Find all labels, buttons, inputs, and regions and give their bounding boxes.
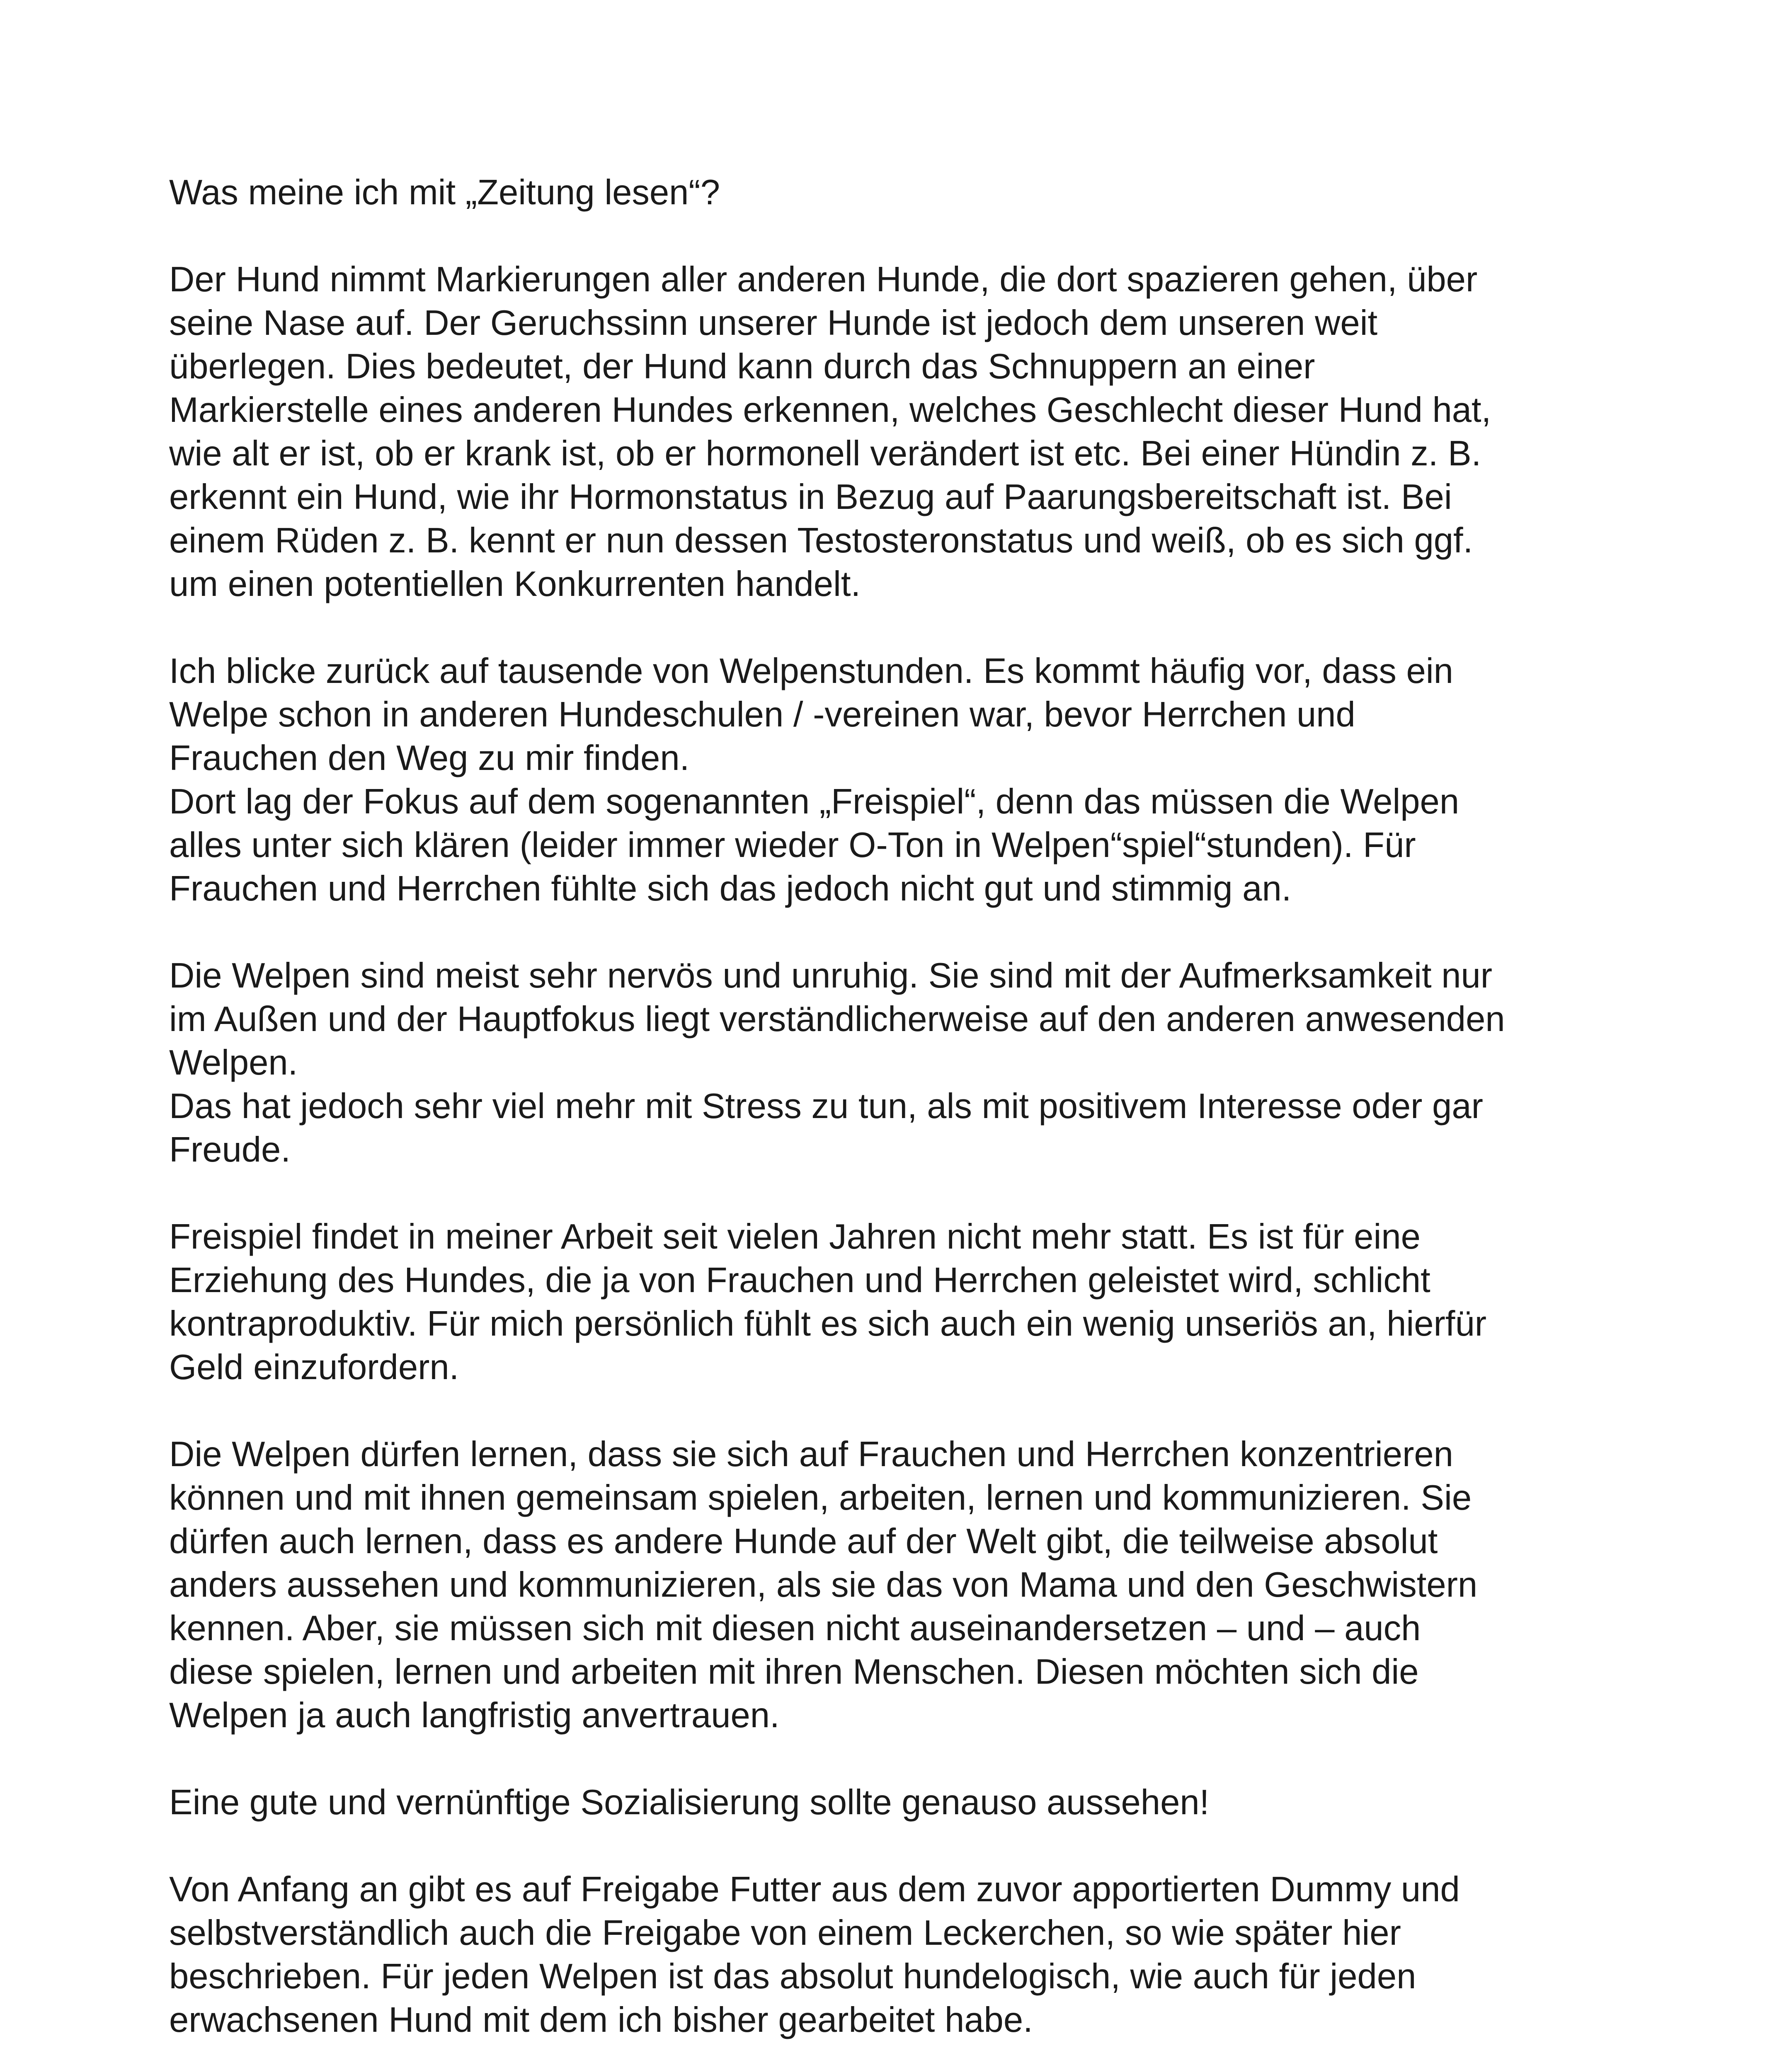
- text-line: anders aussehen und kommunizieren, als sie das von Mama und den Geschwistern: [169, 1565, 1478, 1605]
- paragraph-gap: [169, 1824, 1645, 1868]
- paragraph: [169, 649, 1645, 910]
- body-text: [169, 171, 1645, 2042]
- paragraph-gap: [169, 910, 1645, 954]
- paragraph-gap: [169, 1172, 1645, 1215]
- text-line: selbstverständlich auch die Freigabe von einem Leckerchen, so wie später hier: [169, 1913, 1401, 1953]
- text-line: diese spielen, lernen und arbeiten mit ihren Menschen. Diesen möchten sich die: [169, 1652, 1419, 1692]
- text-line: Erziehung des Hundes, die ja von Frauchen und Herrchen geleistet wird, schlicht: [169, 1261, 1430, 1300]
- text-line: überlegen. Dies bedeutet, der Hund kann durch das Schnuppern an einer: [169, 347, 1315, 386]
- text-line: Von Anfang an gibt es auf Freigabe Futter aus dem zuvor apportierten Dummy und: [169, 1870, 1460, 1909]
- text-line: im Außen und der Hauptfokus liegt verständlicherweise auf den anderen anwesenden: [169, 1000, 1505, 1039]
- paragraph-gap: [169, 606, 1645, 649]
- paragraph: [169, 1781, 1645, 1824]
- heading-question: [169, 171, 1645, 214]
- text-line: Welpen.: [169, 1043, 298, 1082]
- text-line: können und mit ihnen gemeinsam spielen, arbeiten, lernen und kommunizieren. Sie: [169, 1478, 1472, 1518]
- paragraph: [169, 954, 1645, 1172]
- text-line: beschrieben. Für jeden Welpen ist das absolut hundelogisch, wie auch für jeden: [169, 1957, 1416, 1996]
- text-line: Freispiel findet in meiner Arbeit seit vielen Jahren nicht mehr statt. Es ist für eine: [169, 1217, 1421, 1256]
- text-line: einem Rüden z. B. kennt er nun dessen Testosteronstatus und weiß, ob es sich ggf.: [169, 521, 1473, 560]
- text-line: Dort lag der Fokus auf dem sogenannten „Freispiel“, denn das müssen die Welpen: [169, 782, 1460, 821]
- text-line: Welpe schon in anderen Hundeschulen / -vereinen war, bevor Herrchen und: [169, 695, 1355, 734]
- text-line: Geld einzufordern.: [169, 1348, 459, 1387]
- paragraph-gap: [169, 1737, 1645, 1781]
- text-line: Die Welpen sind meist sehr nervös und unruhig. Sie sind mit der Aufmerksamkeit nur: [169, 956, 1493, 995]
- paragraph: [169, 1433, 1645, 1737]
- paragraph: [169, 258, 1645, 606]
- text-line: Die Welpen dürfen lernen, dass sie sich auf Frauchen und Herrchen konzentrieren: [169, 1435, 1453, 1474]
- text-line: wie alt er ist, ob er krank ist, ob er hormonell verändert ist etc. Bei einer Hündin z. B.: [169, 434, 1481, 473]
- text-line: alles unter sich klären (leider immer wieder O-Ton in Welpen“spiel“stunden). Für: [169, 825, 1416, 865]
- paragraph: [169, 1868, 1645, 2042]
- text-line: erwachsenen Hund mit dem ich bisher gearbeitet habe.: [169, 2000, 1033, 2040]
- text-line: Frauchen und Herrchen fühlte sich das jedoch nicht gut und stimmig an.: [169, 869, 1292, 908]
- text-line: Freude.: [169, 1130, 291, 1169]
- text-line: Ich blicke zurück auf tausende von Welpenstunden. Es kommt häufig vor, dass ein: [169, 651, 1453, 691]
- text-line: kennen. Aber, sie müssen sich mit diesen nicht auseinandersetzen – und – auch: [169, 1609, 1421, 1648]
- text-line: erkennt ein Hund, wie ihr Hormonstatus in Bezug auf Paarungsbereitschaft ist. Bei: [169, 477, 1452, 517]
- text-line: Eine gute und vernünftige Sozialisierung sollte genauso aussehen!: [169, 1783, 1210, 1822]
- paragraph: [169, 1215, 1645, 1389]
- text-line: Frauchen den Weg zu mir finden.: [169, 738, 690, 778]
- paragraph-gap: [169, 1389, 1645, 1433]
- text-line: Welpen ja auch langfristig anvertrauen.: [169, 1696, 780, 1735]
- text-line: Markierstelle eines anderen Hundes erkennen, welches Geschlecht dieser Hund hat,: [169, 390, 1491, 430]
- text-line: Der Hund nimmt Markierungen aller anderen Hunde, die dort spazieren gehen, über: [169, 260, 1478, 299]
- text-line: kontraproduktiv. Für mich persönlich fühlt es sich auch ein wenig unseriös an, hierfür: [169, 1304, 1487, 1343]
- paragraph-gap: [169, 214, 1645, 258]
- text-line: seine Nase auf. Der Geruchssinn unserer Hunde ist jedoch dem unseren weit: [169, 303, 1378, 343]
- text-line: Was meine ich mit „Zeitung lesen“?: [169, 173, 720, 212]
- text-line: Das hat jedoch sehr viel mehr mit Stress zu tun, als mit positivem Interesse oder gar: [169, 1087, 1483, 1126]
- text-line: dürfen auch lernen, dass es andere Hunde auf der Welt gibt, die teilweise absolut: [169, 1522, 1438, 1561]
- text-line: um einen potentiellen Konkurrenten handelt.: [169, 564, 861, 604]
